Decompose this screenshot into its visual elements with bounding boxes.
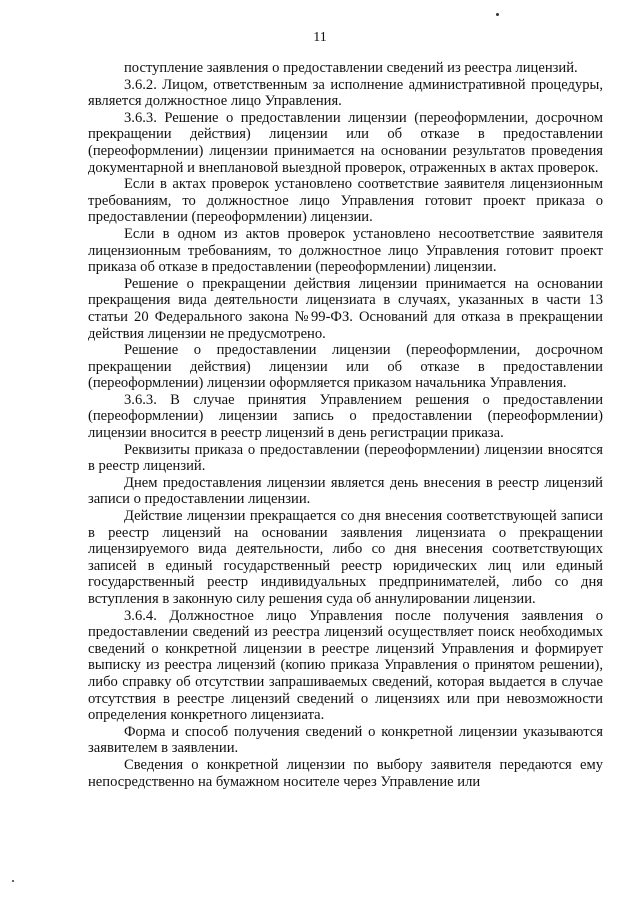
paragraph: Днем предоставления лицензии является день внесения в реестр лицензий записи о предоставлении лицензии. bbox=[88, 474, 603, 508]
paragraph: 3.6.3. Решение о предоставлении лицензии (переоформлении, досрочном прекращении действия) лицензии или об отказе в предоставлении (переоформлении) лицензии принимается на основании результатов проведения документарной и внеплановой выездной проверок, отраженных в актах проверок. bbox=[88, 109, 603, 176]
scan-speck bbox=[496, 13, 499, 16]
scan-speck bbox=[12, 880, 14, 882]
paragraph: 3.6.3. В случае принятия Управлением решения о предоставлении (переоформлении) лицензии запись о предоставлении (переоформлении) лицензии вносится в реестр лицензий в день регистрации приказа. bbox=[88, 391, 603, 442]
paragraph: Сведения о конкретной лицензии по выбору заявителя передаются ему непосредственно на бумажном носителе через Управление или bbox=[88, 756, 603, 790]
document-body bbox=[88, 60, 603, 790]
paragraph: 3.6.4. Должностное лицо Управления после получения заявления о предоставлении сведений из реестра лицензий осуществляет поиск необходимых сведений о конкретной лицензии в реестре лицензий Управления и формирует выписку из реестра лицензий (копию приказа Управления о принятом решении), либо справку об отсутствии запрашиваемых сведений, которая выдается в случае отсутствия в реестре лицензий сведений о лицензиях или при невозможности определения конкретного лицензиата. bbox=[88, 607, 603, 724]
paragraph: Если в актах проверок установлено соответствие заявителя лицензионным требованиям, то должностное лицо Управления готовит проект приказа о предоставлении (переоформлении) лицензии. bbox=[88, 176, 603, 226]
paragraph: Если в одном из актов проверок установлено несоответствие заявителя лицензионным требованиям, то должностное лицо Управления готовит проект приказа об отказе в предоставлении (переоформлении) лицензии. bbox=[88, 225, 603, 276]
paragraph: Решение о предоставлении лицензии (переоформлении, досрочном прекращении действия) лицензии или об отказе в предоставлении (переоформлении) лицензии оформляется приказом начальника Управления. bbox=[88, 342, 603, 392]
page-number: 11 bbox=[313, 30, 327, 45]
paragraph: Действие лицензии прекращается со дня внесения соответствующей записи в реестр лицензий на основании заявления лицензиата о прекращении лицензируемого вида деятельности, либо со дня внесения соответствующих записей в единый государственный реестр юридических лиц или единый государственный реестр индивидуальных предпринимателей, либо со дня вступления в законную силу решения суда об аннулировании лицензии. bbox=[88, 508, 603, 607]
paragraph: Реквизиты приказа о предоставлении (переоформлении) лицензии вносятся в реестр лицензий. bbox=[88, 441, 603, 475]
paragraph: Форма и способ получения сведений о конкретной лицензии указываются заявителем в заявлении. bbox=[88, 723, 603, 757]
paragraph: 3.6.2. Лицом, ответственным за исполнение административной процедуры, является должностное лицо Управления. bbox=[88, 76, 603, 110]
paragraph: Решение о прекращении действия лицензии принимается на основании прекращения вида деятельности лицензиата в случаях, указанных в части 13 статьи 20 Федерального закона №99-ФЗ. Оснований для отказа в прекращении действия лицензии не предусмотрено. bbox=[88, 275, 603, 342]
paragraph: поступление заявления о предоставлении сведений из реестра лицензий. bbox=[124, 60, 578, 76]
